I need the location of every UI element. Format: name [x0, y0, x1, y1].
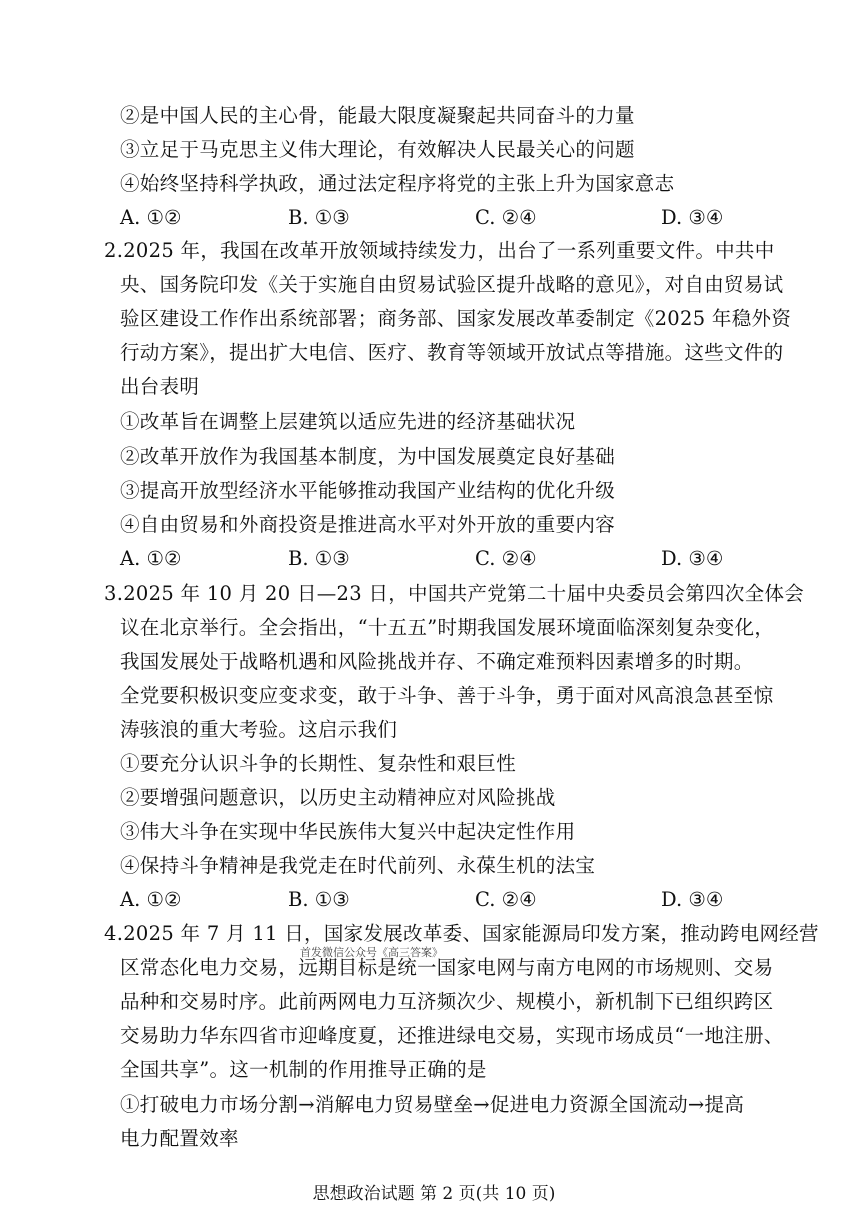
q3-choice-b: B. ①③ — [288, 888, 350, 911]
q2-option-2: ②改革开放作为我国基本制度，为中国发展奠定良好基础 — [120, 445, 616, 468]
q4-stem-line-1: 4.2025 年 7 月 11 日，国家发展改革委、国家能源局印发方案，推动跨电网经营 — [104, 922, 819, 945]
q3-option-3: ③伟大斗争在实现中华民族伟大复兴中起决定性作用 — [120, 820, 576, 843]
q2-choices — [120, 545, 760, 573]
q1-choice-d: D. ③④ — [661, 206, 724, 229]
q2-option-3: ③提高开放型经济水平能够推动我国产业结构的优化升级 — [120, 479, 616, 502]
q3-stem-line-1: 3.2025 年 10 月 20 日—23 日，中国共产党第二十届中央委员会第四次全体会 — [104, 582, 805, 605]
q3-stem-line-3: 我国发展处于战略机遇和风险挑战并存、不确定难预料因素增多的时期。 — [120, 650, 754, 673]
q2-choice-c: C. ②④ — [475, 547, 537, 570]
q2-stem-line-4: 行动方案》，提出扩大电信、医疗、教育等领域开放试点等措施。这些文件的 — [120, 341, 784, 364]
q4-option-1: ①打破电力市场分割→消解电力贸易壁垒→促进电力资源全国流动→提高 — [120, 1093, 745, 1116]
q3-choice-d: D. ③④ — [661, 888, 724, 911]
q3-stem-line-4: 全党要积极识变应变求变，敢于斗争、善于斗争，勇于面对风高浪急甚至惊 — [120, 684, 774, 707]
q3-choices — [120, 886, 760, 914]
q1-option-2: ②是中国人民的主心骨，能最大限度凝聚起共同奋斗的力量 — [120, 104, 635, 127]
q3-stem-line-2: 议在北京举行。全会指出，“十五五”时期我国发展环境面临深刻复杂变化， — [120, 616, 775, 639]
q1-choice-c: C. ②④ — [475, 206, 537, 229]
q3-stem-line-5: 涛骇浪的重大考验。这启示我们 — [120, 718, 398, 741]
q2-stem-line-5: 出台表明 — [120, 375, 200, 398]
q1-option-3: ③立足于马克思主义伟大理论，有效解决人民最关心的问题 — [120, 138, 635, 161]
q3-choice-c: C. ②④ — [475, 888, 537, 911]
q3-choice-a: A. ①② — [120, 888, 182, 911]
q1-choices — [120, 204, 760, 232]
q2-stem-line-3: 验区建设工作作出系统部署；商务部、国家发展改革委制定《2025 年稳外资 — [120, 307, 792, 330]
q4-stem-line-5: 全国共享”。这一机制的作用推导正确的是 — [120, 1058, 487, 1081]
q3-option-4: ④保持斗争精神是我党走在时代前列、永葆生机的法宝 — [120, 854, 596, 877]
q1-choice-a: A. ①② — [120, 206, 182, 229]
q2-option-1: ①改革旨在调整上层建筑以适应先进的经济基础状况 — [120, 410, 576, 433]
watermark-text: 首发微信公众号《高三答案》 — [300, 946, 443, 959]
q2-stem-line-2: 央、国务院印发《关于实施自由贸易试验区提升战略的意见》，对自由贸易试 — [120, 273, 784, 296]
page-footer: 思想政治试题 第 2 页(共 10 页) — [312, 1184, 556, 1204]
q2-choice-a: A. ①② — [120, 547, 182, 570]
q2-choice-d: D. ③④ — [661, 547, 724, 570]
q4-option-1-cont: 电力配置效率 — [120, 1127, 239, 1150]
q3-option-2: ②要增强问题意识，以历史主动精神应对风险挑战 — [120, 786, 556, 809]
q4-stem-line-3: 品种和交易时序。此前两网电力互济频次少、规模小，新机制下已组织跨区 — [120, 990, 774, 1013]
q1-option-4: ④始终坚持科学执政，通过法定程序将党的主张上升为国家意志 — [120, 172, 675, 195]
q2-option-4: ④自由贸易和外商投资是推进高水平对外开放的重要内容 — [120, 513, 616, 536]
q4-stem-line-2: 区常态化电力交易，远期目标是统一国家电网与南方电网的市场规则、交易 — [120, 956, 774, 979]
q2-stem-line-1: 2.2025 年，我国在改革开放领域持续发力，出台了一系列重要文件。中共中 — [104, 239, 775, 262]
q1-choice-b: B. ①③ — [288, 206, 350, 229]
q3-option-1: ①要充分认识斗争的长期性、复杂性和艰巨性 — [120, 752, 517, 775]
q4-stem-line-4: 交易助力华东四省市迎峰度夏，还推进绿电交易，实现市场成员“一地注册、 — [120, 1024, 784, 1047]
q2-choice-b: B. ①③ — [288, 547, 350, 570]
